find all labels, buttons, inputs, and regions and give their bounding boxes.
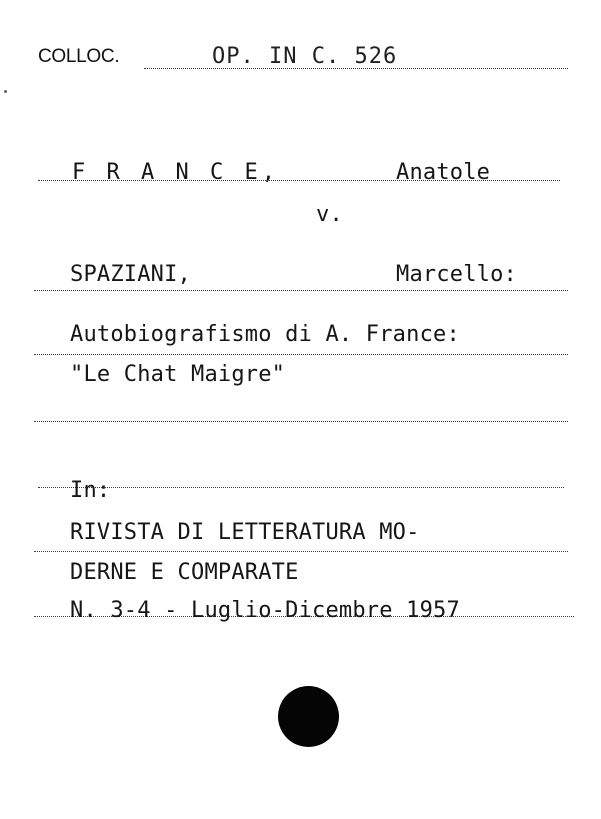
author-given-name: Anatole: [396, 160, 491, 185]
title-line-1: Autobiografismo di A. France:: [70, 322, 460, 347]
journal-line-2: DERNE E COMPARATE: [70, 560, 299, 585]
punched-hole: [278, 686, 339, 747]
title-dotted-rule-1: [34, 354, 568, 355]
subject-dotted-rule: [34, 290, 568, 291]
versus-mark: v.: [316, 202, 343, 227]
journal-line-1: RIVISTA DI LETTERATURA MO-: [70, 520, 420, 545]
shelfmark: OP. IN C. 526: [212, 44, 398, 69]
subject-given-name: Marcello:: [396, 262, 518, 287]
subject-surname: SPAZIANI,: [70, 262, 192, 287]
journal-dotted-rule: [34, 551, 568, 552]
title-line-2: "Le Chat Maigre": [70, 362, 286, 387]
paper-speck: [4, 90, 7, 93]
title-dotted-rule-2: [34, 421, 568, 422]
author-surname: F R A N C E,: [72, 160, 279, 185]
colloc-label: COLLOC.: [38, 46, 120, 67]
in-dotted-rule: [38, 487, 564, 488]
in-label: In:: [70, 478, 111, 503]
issue-line: N. 3-4 - Luglio-Dicembre 1957: [70, 598, 460, 623]
